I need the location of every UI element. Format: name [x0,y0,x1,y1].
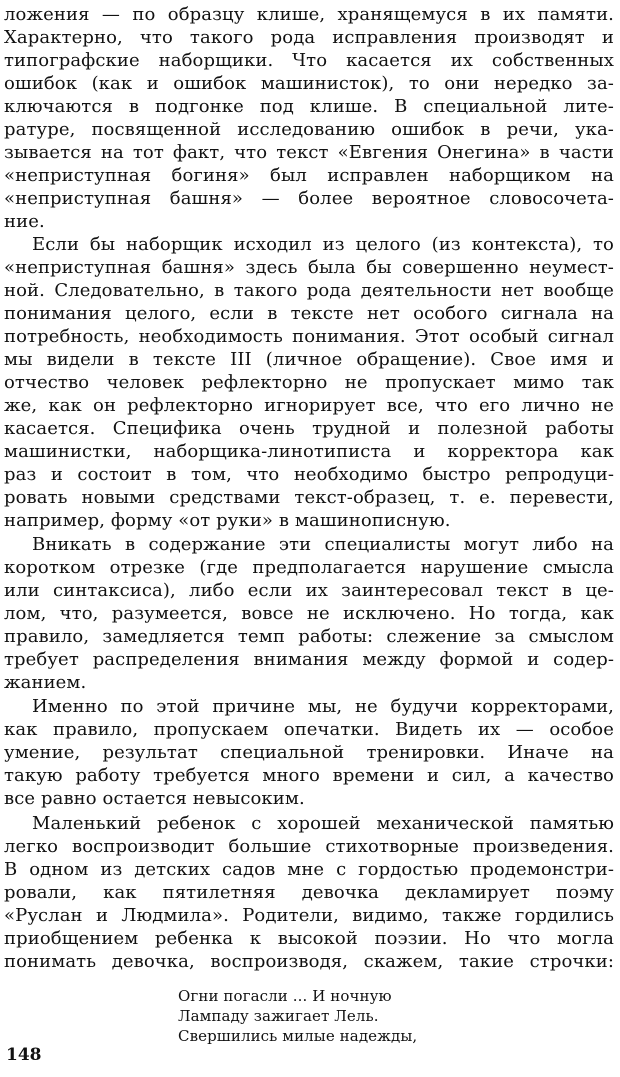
text-line: понимать девочка, воспроизводя, скажем, такие строчки: [4,951,614,972]
text-line: лом, что, разумеется, вовсе не исключено. Но тогда, как [4,603,614,624]
text-line: требует распределения внимания между формой и содер- [4,649,614,670]
text-line: ратуре, посвященной исследованию ошибок в речи, ука- [4,119,614,140]
text-line: «неприступная башня» — более вероятное словосочета- [4,188,614,209]
text-line: жанием. [4,672,87,693]
text-line: «неприступная богиня» был исправлен наборщиком на [4,165,614,186]
text-line: умение, результат специальной тренировки. Иначе на [4,742,614,763]
page-number: 148 [6,1045,42,1065]
text-line: ной. Следовательно, в такого рода деятельности нет вообще [4,280,614,301]
text-line: Характерно, что такого рода исправления производят и [4,27,614,48]
text-line: как правило, пропускаем опечатки. Видеть их — особое [4,719,614,740]
text-line: ложения — по образцу клише, хранящемуся в их памяти. [4,4,614,25]
text-line: потребность, необходимость понимания. Этот особый сигнал [4,326,614,347]
poem-line: Свершились милые надежды, [178,1027,418,1045]
text-line: ровать новыми средствами текст-образец, т. е. перевести, [4,487,614,508]
text-line: Маленький ребенок с хорошей механической памятью [32,813,614,834]
text-line: В одном из детских садов мне с гордостью продемонстри- [4,859,614,880]
text-line: отчество человек рефлекторно не пропускает мимо так [4,372,614,393]
text-line: приобщением ребенка к высокой поэзии. Но что могла [4,928,614,949]
text-line: ние. [4,211,45,232]
text-line: правило, замедляется темп работы: слежение за смыслом [4,626,614,647]
poem-line: Лампаду зажигает Лель. [178,1007,379,1025]
text-line: ровали, как пятилетняя девочка декламирует поэму [4,882,614,903]
text-line: же, как он рефлекторно игнорирует все, что его лично не [4,395,614,416]
text-line: все равно остается невысоким. [4,788,305,809]
text-line: ключаются в подгонке под клише. В специальной лите- [4,96,614,117]
text-line: «неприступная башня» здесь была бы совершенно неумест- [4,257,614,278]
text-line: Вникать в содержание эти специалисты могут либо на [32,534,614,555]
text-line: типографские наборщики. Что касается их собственных [4,50,614,71]
text-line: зывается на тот факт, что текст «Евгения Онегина» в части [4,142,614,163]
text-line: касается. Специфика очень трудной и полезной работы [4,418,614,439]
text-line: легко воспроизводит большие стихотворные произведения. [4,836,614,857]
text-line: «Руслан и Людмила». Родители, видимо, также гордились [4,905,614,926]
text-line: Если бы наборщик исходил из целого (из контекста), то [32,234,614,255]
text-line: Именно по этой причине мы, не будучи корректорами, [32,696,614,717]
poem-line: Огни погасли ... И ночную [178,987,392,1005]
text-line: машинистки, наборщика-линотиписта и корректора как [4,441,614,462]
text-line: коротком отрезке (где предполагается нарушение смысла [4,557,614,578]
text-line: мы видели в тексте III (личное обращение). Свое имя и [4,349,614,370]
text-line: понимания целого, если в тексте нет особого сигнала на [4,303,614,324]
text-line: раз и состоит в том, что необходимо быстро репродуци- [4,464,614,485]
text-line: например, форму «от руки» в машинописную. [4,510,451,531]
text-line: ошибок (как и ошибок машинисток), то они нередко за- [4,73,614,94]
text-line: или синтаксиса), либо если их заинтересовал текст в це- [4,580,614,601]
text-line: такую работу требуется много времени и сил, а качество [4,765,614,786]
